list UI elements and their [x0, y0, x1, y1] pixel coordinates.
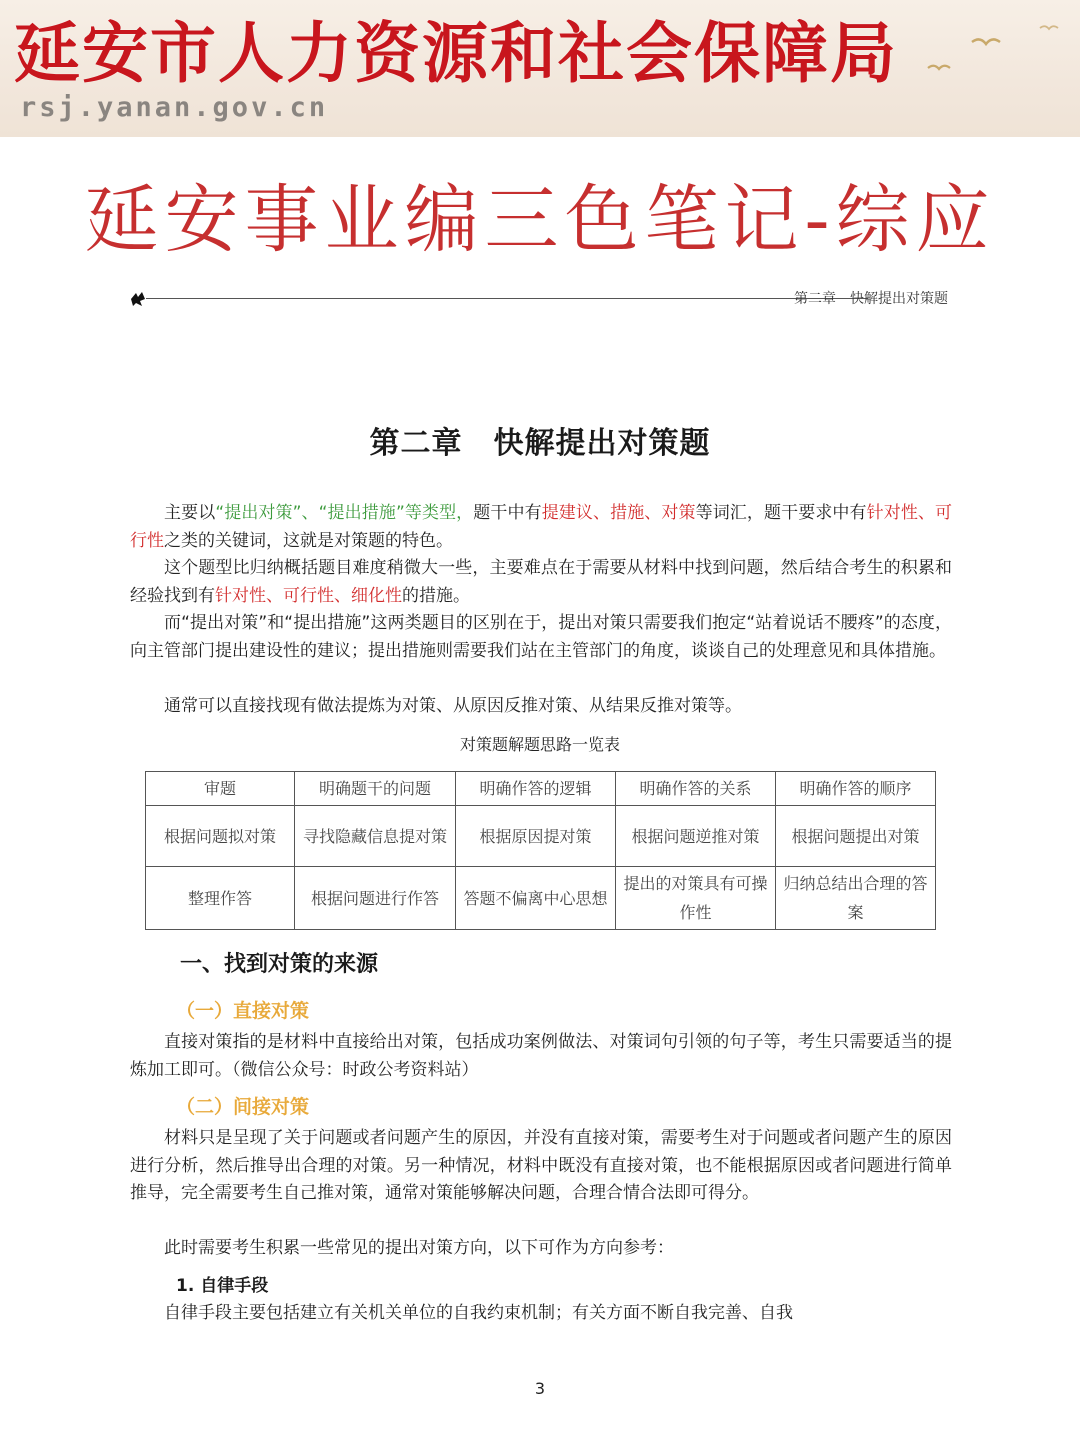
table-cell: 答题不偏离中心思想: [456, 867, 616, 930]
table-row: [146, 772, 936, 806]
highlighted-text: 提建议、措施、对策: [541, 503, 696, 523]
table-cell: 明确作答的关系: [616, 772, 776, 806]
subsection-heading-direct: （一）直接对策: [176, 1000, 310, 1022]
table-cell: 根据问题提出对策: [776, 806, 936, 867]
highlighted-text: “提出措施”: [318, 503, 405, 523]
table-cell: 根据问题拟对策: [146, 806, 295, 867]
text-run: 等词汇，题干要求中有: [695, 503, 867, 523]
text-run: 之类的关键词，这就是对策题的特色。: [164, 530, 453, 551]
item-heading: 1. 自律手段: [176, 1276, 269, 1296]
table-caption: 对策题解题思路一览表: [459, 735, 620, 754]
table-cell: 根据问题进行作答: [295, 867, 456, 930]
birds-decoration-icon: [910, 20, 1070, 100]
table-cell: 提出的对策具有可操作性: [616, 867, 776, 930]
text-run: 的措施。: [402, 585, 470, 606]
highlighted-text: 等类型，: [404, 503, 474, 523]
table-cell: 根据原因提对策: [456, 806, 616, 867]
table-cell: 整理作答: [146, 867, 295, 930]
site-banner: [0, 0, 1080, 137]
table-cell: 明确题干的问题: [295, 772, 456, 806]
running-header: [128, 287, 948, 311]
text-run: 题干中有: [473, 503, 542, 523]
header-divider: [146, 298, 868, 299]
document-title: 延安事业编三色笔记-综应: [84, 177, 996, 263]
intro-paragraph-2: [130, 555, 952, 610]
table-cell: 明确作答的逻辑: [456, 772, 616, 806]
banner-title: 延安市人力资源和社会保障局: [14, 15, 898, 92]
direction-intro-paragraph: 此时需要考生积累一些常见的提出对策方向，以下可作为方向参考：: [164, 1238, 674, 1258]
indirect-strategy-paragraph: 材料只是呈现了关于问题或者问题产生的原因，并没有直接对策，需要考生对于问题或者问题产生的原因进行分析，然后推导出合理的对策。另一种情况，材料中既没有直接对策，也不能根据原因或者问题进行简单推导，完全需要考生自己推对策，通常对策能够解决问题，合理合情合法即可得分。: [130, 1128, 952, 1203]
table-cell: 根据问题逆推对策: [616, 806, 776, 867]
highlighted-text: 、: [301, 503, 319, 523]
highlighted-text: 针对性、可行性: [130, 503, 953, 551]
intro-paragraph-4: 通常可以直接找现有做法提炼为对策、从原因反推对策、从结果反推对策等。: [164, 696, 742, 716]
banner-url: rsj.yanan.gov.cn: [20, 92, 329, 123]
text-run: 这个题型比归纳概括题目难度稍微大一些，主要难点在于需要从材料中找到问题，然后结合考生的积累和经验找到有: [130, 558, 952, 606]
direct-strategy-paragraph: 直接对策指的是材料中直接给出对策，包括成功案例做法、对策词句引领的句子等，考生只需要适当的提炼加工即可。（微信公众号：时政公考资料站）: [130, 1032, 952, 1080]
table-cell: 归纳总结出合理的答案: [776, 867, 936, 930]
strategy-table: [145, 771, 936, 930]
page-number: 3: [534, 1379, 546, 1398]
chapter-heading: 第二章 快解提出对策题: [369, 426, 711, 461]
ornament-icon: [128, 289, 148, 309]
table-row: [146, 867, 936, 930]
highlighted-text: “提出对策”: [215, 503, 302, 523]
intro-paragraph-3: 而“提出对策”和“提出措施”这两类题目的区别在于，提出对策只需要我们抱定“站着说话不腰疼”的态度，向主管部门提出建设性的建议；提出措施则需要我们站在主管部门的角度，谈谈自己的处理意见和具体措施。: [130, 613, 952, 661]
highlighted-text: 针对性、可行性、细化性: [215, 585, 402, 606]
running-header-label: 第二章 快解提出对策题: [794, 291, 948, 307]
intro-paragraph-1: [130, 500, 952, 555]
section-heading: 一、找到对策的来源: [180, 952, 379, 977]
table-cell: 明确作答的顺序: [776, 772, 936, 806]
table-cell: 审题: [146, 772, 295, 806]
table-cell: 寻找隐藏信息提对策: [295, 806, 456, 867]
self-discipline-paragraph: 自律手段主要包括建立有关机关单位的自我约束机制；有关方面不断自我完善、自我: [164, 1303, 793, 1323]
subsection-heading-indirect: （二）间接对策: [176, 1096, 310, 1118]
table-row: [146, 806, 936, 867]
text-run: 主要以: [164, 503, 216, 523]
